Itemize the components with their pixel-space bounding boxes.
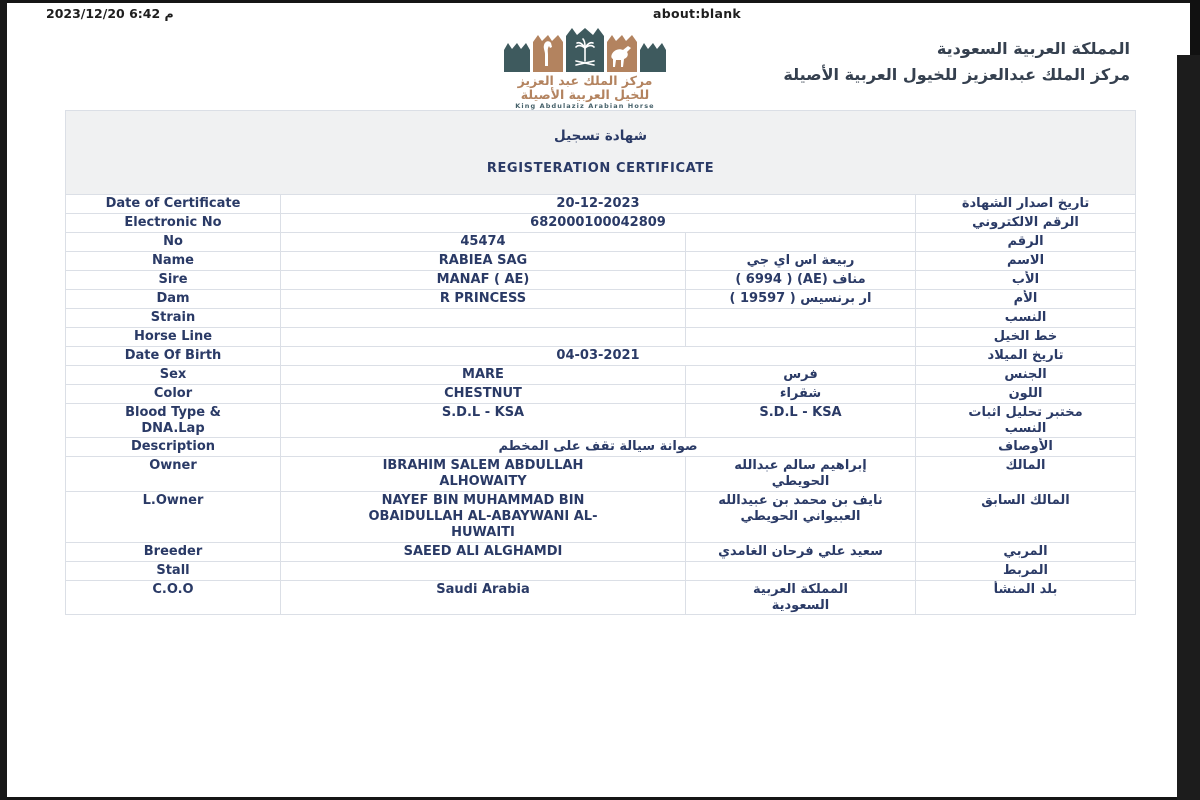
table-row [66,492,1136,543]
table-row [66,365,1136,384]
row-value-ar: ربيعة اس اي جي [686,251,916,270]
certificate-title-row [66,111,1136,195]
row-label-en: Breeder [66,542,281,561]
row-label-en: Name [66,251,281,270]
certificate-title-arabic: شهادة تسجيل [554,127,647,144]
row-label-ar: بلد المنشأ [916,580,1136,615]
row-value: SAEED ALI ALGHAMDI [281,542,686,561]
table-row [66,346,1136,365]
row-value-ar [686,232,916,251]
row-label-en: Date Of Birth [66,346,281,365]
table-row [66,542,1136,561]
row-value: Saudi Arabia [281,580,686,615]
gov-header-center: مركز الملك عبدالعزيز للخيول العربية الأصيلة [783,65,1130,84]
row-label-ar: الرقم [916,232,1136,251]
row-label-en: Color [66,384,281,403]
row-label-ar: الجنس [916,365,1136,384]
row-value-ar: شقراء [686,384,916,403]
table-row [66,438,1136,457]
row-value: S.D.L - KSA [281,403,686,438]
row-label-en: Dam [66,289,281,308]
row-label-ar: المربط [916,561,1136,580]
row-label-en: Horse Line [66,327,281,346]
table-row [66,327,1136,346]
horse-center-emblem-icon [504,28,666,74]
row-label-ar: الأم [916,289,1136,308]
row-value: 45474 [281,232,686,251]
logo-arabic-line1: مركز الملك عبد العزيز [517,73,653,88]
table-row [66,194,1136,213]
table-row [66,232,1136,251]
browser-tab-title[interactable]: about:blank [652,6,742,21]
row-value: CHESTNUT [281,384,686,403]
row-label-en: L.Owner [66,492,281,543]
screen-bezel-top [0,0,1200,3]
row-value: NAYEF BIN MUHAMMAD BIN OBAIDULLAH AL-ABAYWANI AL- HUWAITI [281,492,686,543]
row-label-en: Sex [66,365,281,384]
row-label-en: Blood Type & DNA.Lap [66,403,281,438]
row-label-en: Electronic No [66,213,281,232]
table-row [66,403,1136,438]
row-label-en: C.O.O [66,580,281,615]
registration-certificate-table [65,110,1136,615]
empty-cell [281,561,686,580]
screen-bezel-left [0,0,7,800]
gov-header-country: المملكة العربية السعودية [936,39,1130,58]
row-value: IBRAHIM SALEM ABDULLAH ALHOWAITY [281,457,686,492]
table-row [66,580,1136,615]
row-label-ar: تاريخ اصدار الشهادة [916,194,1136,213]
table-row [66,251,1136,270]
row-value: صوانة سيالة تقف على المخطم [281,438,916,457]
table-row [66,308,1136,327]
row-value-ar: نايف بن محمد بن عبيدالله العبيواني الحويطي [686,492,916,543]
row-value: 682000100042809 [281,213,916,232]
row-value-ar: مناف (AE) ( 6994 ) [686,270,916,289]
row-value-ar: سعيد علي فرحان الغامدي [686,542,916,561]
screen-bezel-right-wide [1177,55,1200,800]
row-value-ar: فرس [686,365,916,384]
row-label-ar: الرقم الالكتروني [916,213,1136,232]
certificate-title-cell [66,111,1136,195]
status-clock: م 6:42 2023/12/20 [46,6,174,21]
row-label-ar: تاريخ الميلاد [916,346,1136,365]
row-label-ar: الأوصاف [916,438,1136,457]
table-row [66,270,1136,289]
row-label-ar: خط الخيل [916,327,1136,346]
empty-cell [281,308,686,327]
certificate-title-english: REGISTERATION CERTIFICATE [486,160,715,176]
row-label-en: Stall [66,561,281,580]
row-label-ar: المربي [916,542,1136,561]
gov-header [783,36,1130,88]
row-label-ar: الاسم [916,251,1136,270]
logo-arabic-line2: للخيل العربية الأصيلة [520,86,650,102]
row-value-ar: إبراهيم سالم عبدالله الحويطي [686,457,916,492]
row-value-ar: S.D.L - KSA [686,403,916,438]
table-row [66,289,1136,308]
table-row [66,384,1136,403]
row-label-en: Description [66,438,281,457]
row-value: R PRINCESS [281,289,686,308]
row-value: MANAF ( AE) [281,270,686,289]
row-label-ar: المالك السابق [916,492,1136,543]
table-row [66,457,1136,492]
row-value: 04-03-2021 [281,346,916,365]
empty-cell [281,327,686,346]
empty-cell [686,327,916,346]
row-label-en: Strain [66,308,281,327]
row-label-ar: الأب [916,270,1136,289]
row-value: RABIEA SAG [281,251,686,270]
row-label-ar: اللون [916,384,1136,403]
row-label-en: Date of Certificate [66,194,281,213]
row-value: MARE [281,365,686,384]
empty-cell [686,308,916,327]
table-row [66,561,1136,580]
row-label-en: Sire [66,270,281,289]
row-label-ar: مختبر تحليل اثبات النسب [916,403,1136,438]
row-value-ar: المملكة العربية السعودية [686,580,916,615]
logo-english-line: King Abdulaziz Arabian Horse [515,102,655,110]
row-value: 20-12-2023 [281,194,916,213]
row-label-ar: المالك [916,457,1136,492]
table-row [66,213,1136,232]
empty-cell [686,561,916,580]
row-label-en: Owner [66,457,281,492]
row-value-ar: ار برنسيس ( 19597 ) [686,289,916,308]
org-logo [502,28,668,118]
row-label-en: No [66,232,281,251]
row-label-ar: النسب [916,308,1136,327]
